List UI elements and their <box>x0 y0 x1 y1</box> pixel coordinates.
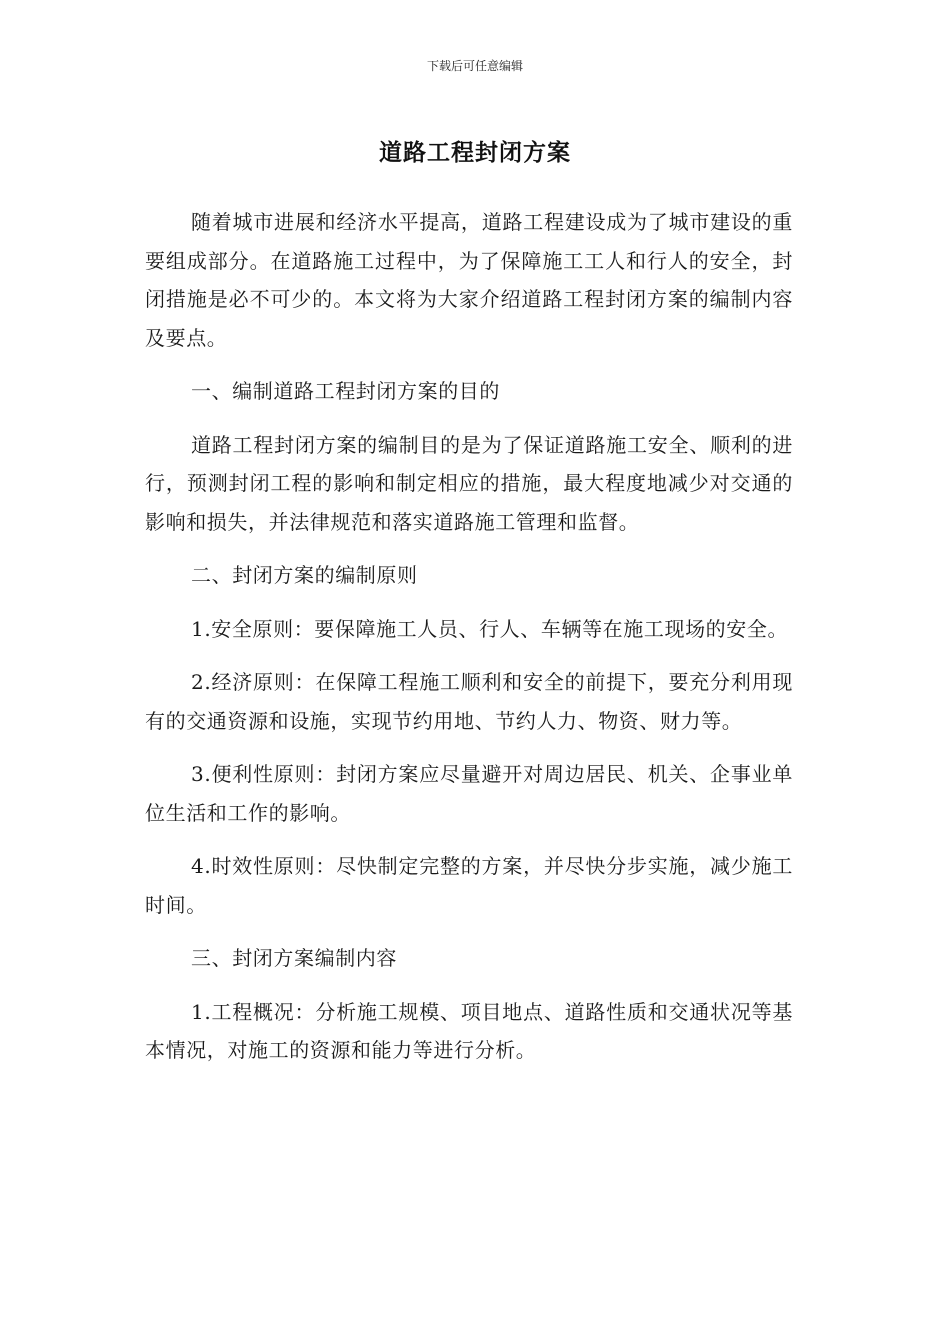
principle-convenience: 3.便利性原则：封闭方案应尽量避开对周边居民、机关、企事业单位生活和工作的影响。 <box>145 762 793 825</box>
principle-timeliness: 4.时效性原则：尽快制定完整的方案，并尽快分步实施，减少施工时间。 <box>145 854 793 917</box>
document-title: 道路工程封闭方案 <box>379 140 571 166</box>
header-note: 下载后可任意编辑 <box>426 59 523 73</box>
purpose-paragraph: 道路工程封闭方案的编制目的是为了保证道路施工安全、顺利的进行，预测封闭工程的影响和制定相应的措施，最大程度地减少对交通的影响和损失，并法律规范和落实道路施工管理和监督。 <box>145 432 793 534</box>
document-body <box>145 203 793 1085</box>
section-heading-principles: 二、封闭方案的编制原则 <box>191 563 418 587</box>
section-heading-purpose: 一、编制道路工程封闭方案的目的 <box>191 379 500 403</box>
principle-safety: 1.安全原则：要保障施工人员、行人、车辆等在施工现场的安全。 <box>191 616 789 641</box>
content-project-overview: 1.工程概况：分析施工规模、项目地点、道路性质和交通状况等基本情况，对施工的资源和能力等进行分析。 <box>145 999 793 1062</box>
section-heading-contents: 三、封闭方案编制内容 <box>191 946 397 970</box>
intro-paragraph: 随着城市进展和经济水平提高，道路工程建设成为了城市建设的重要组成部分。在道路施工过程中，为了保障施工工人和行人的安全，封闭措施是必不可少的。本文将为大家介绍道路工程封闭方案的编制内容及要点。 <box>145 210 793 350</box>
principle-economy: 2.经济原则：在保障工程施工顺利和安全的前提下，要充分利用现有的交通资源和设施，实现节约用地、节约人力、物资、财力等。 <box>145 670 793 733</box>
